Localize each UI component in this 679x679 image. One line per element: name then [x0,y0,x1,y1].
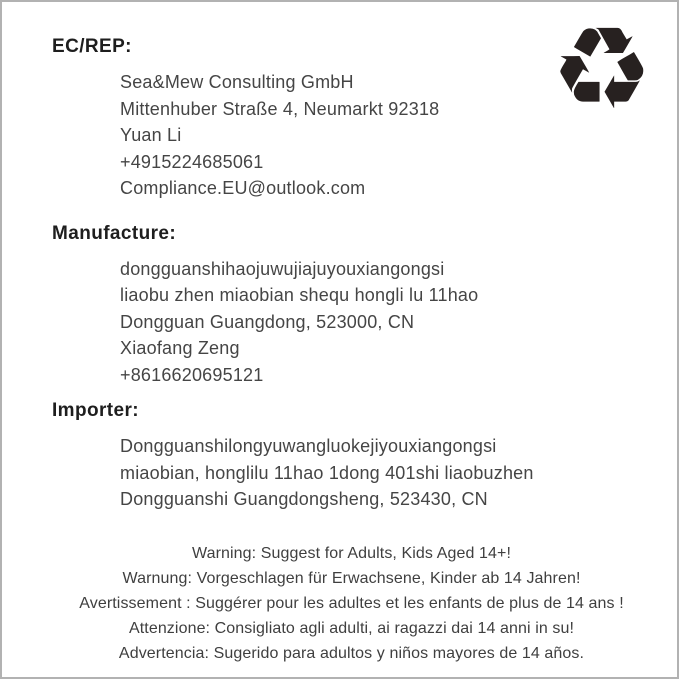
importer-lines [120,433,657,513]
warning-de: Warnung: Vorgeschlagen für Erwachsene, Kinder ab 14 Jahren! [122,569,581,587]
manufacture-company: dongguanshihaojuwujiajuyouxiangongsi [120,258,445,279]
manufacture-city: Dongguan Guangdong, 523000, CN [120,311,415,332]
ec-rep-contact-name: Yuan Li [120,125,182,145]
manufacture-phone: +8616620695121 [120,364,264,385]
manufacture-lines [120,256,657,389]
warning-fr: Avertissement : Suggérer pour les adultes et les enfants de plus de 14 ans ! [79,594,624,612]
section-manufacture [52,223,657,389]
ec-rep-phone: +4915224685061 [120,151,264,172]
importer-heading: Importer: [52,400,139,421]
manufacture-contact-name: Xiaofang Zeng [120,338,240,358]
ec-rep-heading: EC/REP: [52,36,132,57]
importer-company: Dongguanshilongyuwangluokejiyouxiangongsi [120,436,497,456]
importer-city: Dongguanshi Guangdongsheng, 523430, CN [120,489,488,509]
warning-it: Attenzione: Consigliato agli adulti, ai ragazzi dai 14 anni in su! [128,619,575,637]
ec-rep-address: Mittenhuber Straße 4, Neumarkt 92318 [120,98,440,119]
warning-en: Warning: Suggest for Adults, Kids Aged 14+! [191,544,511,562]
warning-block [22,541,679,666]
section-importer [52,400,657,513]
warning-es: Advertencia: Sugerido para adultos y niños mayores de 14 años. [118,644,585,662]
recycling-icon: ♻ [550,2,653,135]
manufacture-heading: Manufacture: [52,222,177,244]
manufacture-street: liaobu zhen miaobian shequ hongli lu 11hao [120,285,479,305]
ec-rep-email: Compliance.EU@outlook.com [120,178,366,198]
importer-street: miaobian, honglilu 11hao 1dong 401shi liaobuzhen [120,462,534,483]
ec-rep-company: Sea&Mew Consulting GmbH [120,72,354,92]
